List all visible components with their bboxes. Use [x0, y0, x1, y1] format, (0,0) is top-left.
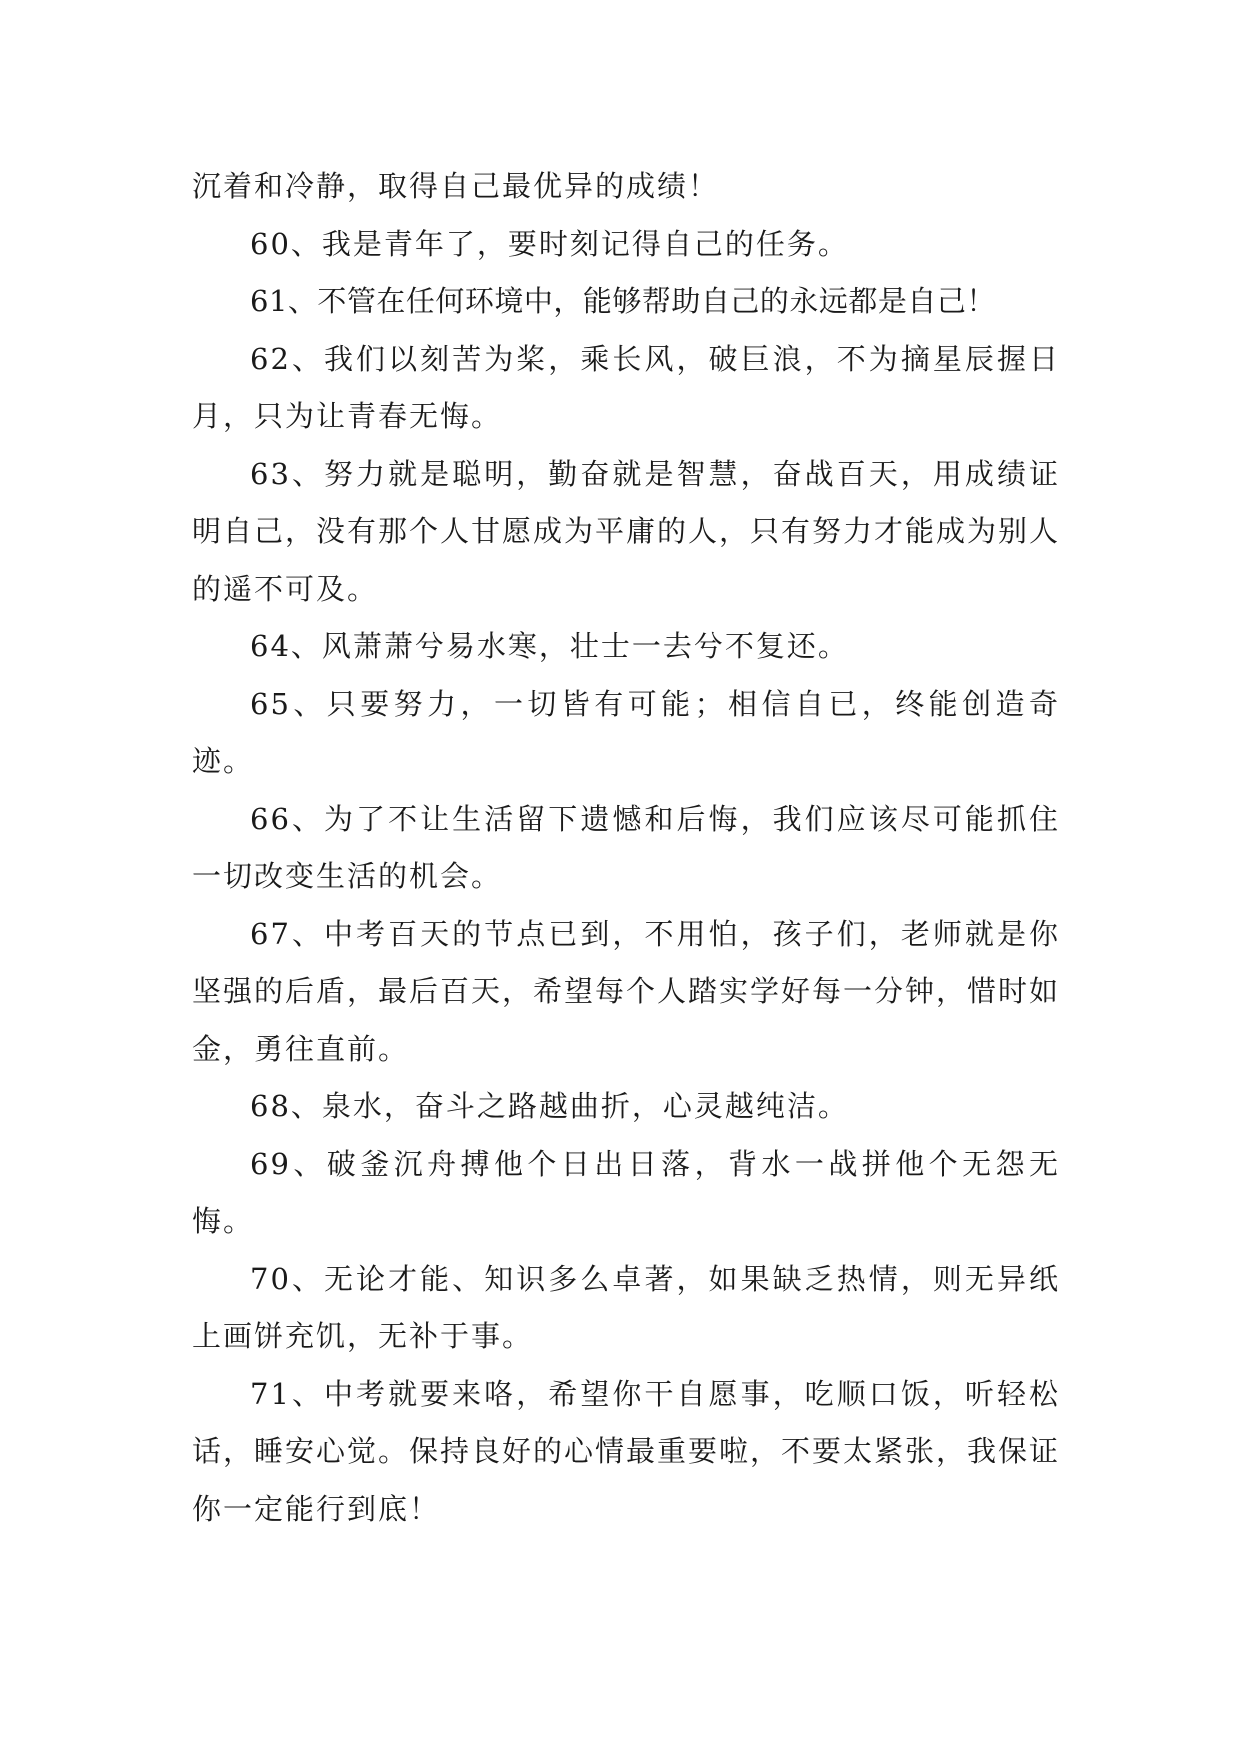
- paragraph-68: 68、泉水，奋斗之路越曲折，心灵越纯洁。: [250, 1089, 849, 1123]
- paragraph-continuation: 沉着和冷静，取得自己最优异的成绩！: [192, 169, 720, 203]
- paragraph-69: 69、破釜沉舟搏他个日出日落，背水一战拼他个无怨无悔。: [192, 1146, 1060, 1238]
- paragraph-67: 67、中考百天的节点已到，不用怕，孩子们，老师就是你坚强的后盾，最后百天，希望每个人踏实学好每一分钟，惜时如金，勇往直前。: [192, 916, 1061, 1066]
- document-body: [192, 158, 1060, 1538]
- paragraph-70: 70、无论才能、知识多么卓著，如果缺乏热情，则无异纸上画饼充饥，无补于事。: [192, 1261, 1060, 1353]
- paragraph-66: 66、为了不让生活留下遗憾和后悔，我们应该尽可能抓住一切改变生活的机会。: [192, 801, 1060, 893]
- paragraph-64: 64、风萧萧兮易水寒，壮士一去兮不复还。: [250, 629, 849, 663]
- paragraph-60: 60、我是青年了，要时刻记得自己的任务。: [250, 226, 849, 261]
- paragraph-65: 65、只要努力，一切皆有可能；相信自已，终能创造奇迹。: [192, 686, 1060, 778]
- paragraph-71: 71、中考就要来咯，希望你干自愿事，吃顺口饭，听轻松话，睡安心觉。保持良好的心情最重要啦，不要太紧张，我保证你一定能行到底！: [192, 1376, 1061, 1526]
- paragraph-62: 62、我们以刻苦为桨，乘长风，破巨浪，不为摘星辰握日月，只为让青春无悔。: [192, 341, 1060, 433]
- paragraph-61: 61、不管在任何环境中，能够帮助自己的永远都是自己！: [250, 284, 996, 318]
- paragraph-63: 63、努力就是聪明，勤奋就是智慧，奋战百天，用成绩证明自己，没有那个人甘愿成为平庸的人，只有努力才能成为别人的遥不可及。: [192, 456, 1061, 606]
